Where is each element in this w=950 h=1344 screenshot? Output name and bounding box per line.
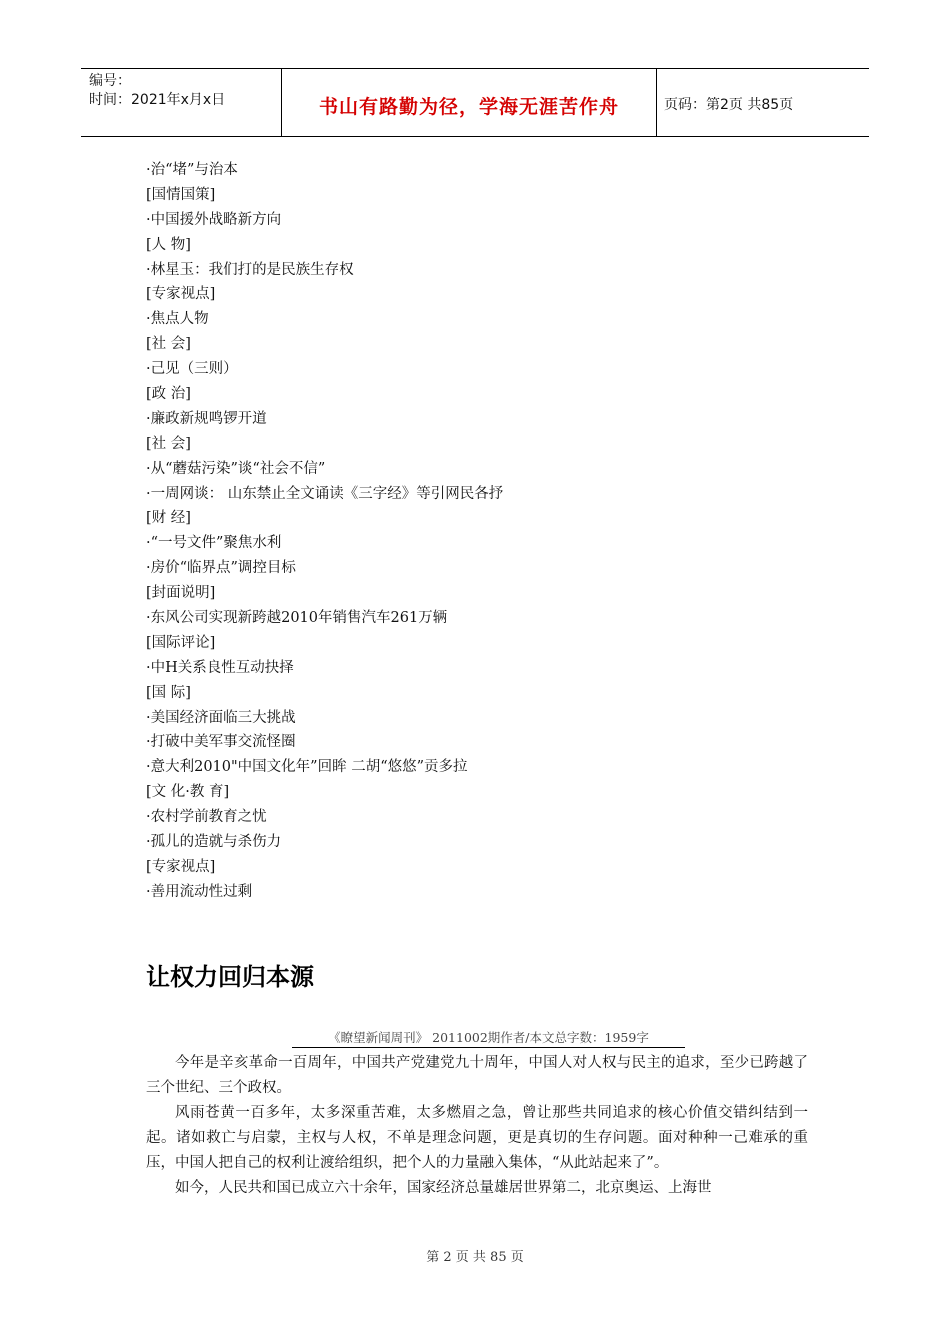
toc-item: [社 会] — [146, 435, 191, 452]
article-paragraph: 风雨苍黄一百多年，太多深重苦难，太多燃眉之急，曾让那些共同追求的核心价值交错纠结到一起。诸如救亡与启蒙，主权与人权，不单是理念问题，更是真切的生存问题。面对种种一己难承的重压，中国人把自己的权利让渡给组织，把个人的力量融入集体，“从此站起来了”。 — [146, 1105, 808, 1171]
toc-item: ·己见（三则） — [146, 361, 238, 378]
toc-item: [文 化·教 育] — [146, 784, 230, 801]
page-footer: 第 2 页 共 85 页 — [426, 1250, 524, 1265]
toc-item: ·房价“临界点”调控目标 — [146, 560, 296, 577]
toc-item: [人 物] — [146, 236, 191, 253]
toc-item: [国情国策] — [146, 186, 216, 203]
article-source: 《瞭望新闻周刊》 2011002期作者/本文总字数：1959字 — [292, 1028, 685, 1048]
toc-item: ·善用流动性过剩 — [146, 883, 253, 900]
header-page-cell — [656, 69, 869, 136]
toc-item: [封面说明] — [146, 585, 216, 602]
toc-item: [政 治] — [146, 386, 191, 403]
toc-item: ·从“蘑菇污染”谈“社会不信” — [146, 460, 326, 477]
page-header — [81, 68, 869, 137]
toc-item: [专家视点] — [146, 286, 216, 303]
header-meta-cell — [81, 69, 281, 136]
toc-item: ·廉政新规鸣锣开道 — [146, 410, 267, 427]
page-info: 页码：第2页 共85页 — [664, 97, 794, 113]
header-motto-cell — [281, 69, 657, 136]
toc-item: ·一周网谈： 山东禁止全文诵读《三字经》等引网民各抒 — [146, 485, 504, 502]
code-label: 编号： — [89, 73, 131, 89]
toc-item: ·东风公司实现新跨越2010年销售汽车261万辆 — [146, 610, 448, 627]
toc-item: ·治“堵”与治本 — [146, 162, 238, 178]
toc-item: ·焦点人物 — [146, 311, 209, 328]
article-body — [146, 1051, 808, 1201]
toc-item: ·农村学前教育之忧 — [146, 809, 267, 826]
article-title: 让权力回归本源 — [146, 963, 314, 991]
toc-item: ·孤儿的造就与杀伤力 — [146, 834, 282, 851]
toc-item: ·“一号文件”聚焦水利 — [146, 535, 282, 552]
toc-item: [国际评论] — [146, 634, 216, 651]
toc-item: ·中国援外战略新方向 — [146, 211, 282, 228]
toc-item: ·打破中美军事交流怪圈 — [146, 734, 296, 751]
toc-item: [专家视点] — [146, 858, 216, 875]
article-paragraph: 今年是辛亥革命一百周年，中国共产党建党九十周年，中国人对人权与民主的追求，至少已跨越了三个世纪、三个政权。 — [146, 1055, 808, 1096]
toc-item: ·意大利2010"中国文化年”回眸 二胡“悠悠”贡多拉 — [146, 759, 468, 776]
time-label: 时间：2021年x月x日 — [89, 92, 226, 108]
motto-text: 书山有路勤为径，学海无涯苦作舟 — [318, 96, 619, 118]
toc-item: [财 经] — [146, 510, 191, 527]
table-of-contents — [146, 158, 503, 905]
toc-item: ·林星玉：我们打的是民族生存权 — [146, 261, 354, 278]
toc-item: [社 会] — [146, 336, 191, 353]
toc-item: [国 际] — [146, 684, 191, 701]
toc-item: ·美国经济面临三大挑战 — [146, 709, 296, 726]
article-paragraph: 如今，人民共和国已成立六十余年，国家经济总量雄居世界第二，北京奥运、上海世 — [175, 1180, 712, 1196]
toc-item: ·中H关系良性互动抉择 — [146, 659, 294, 676]
